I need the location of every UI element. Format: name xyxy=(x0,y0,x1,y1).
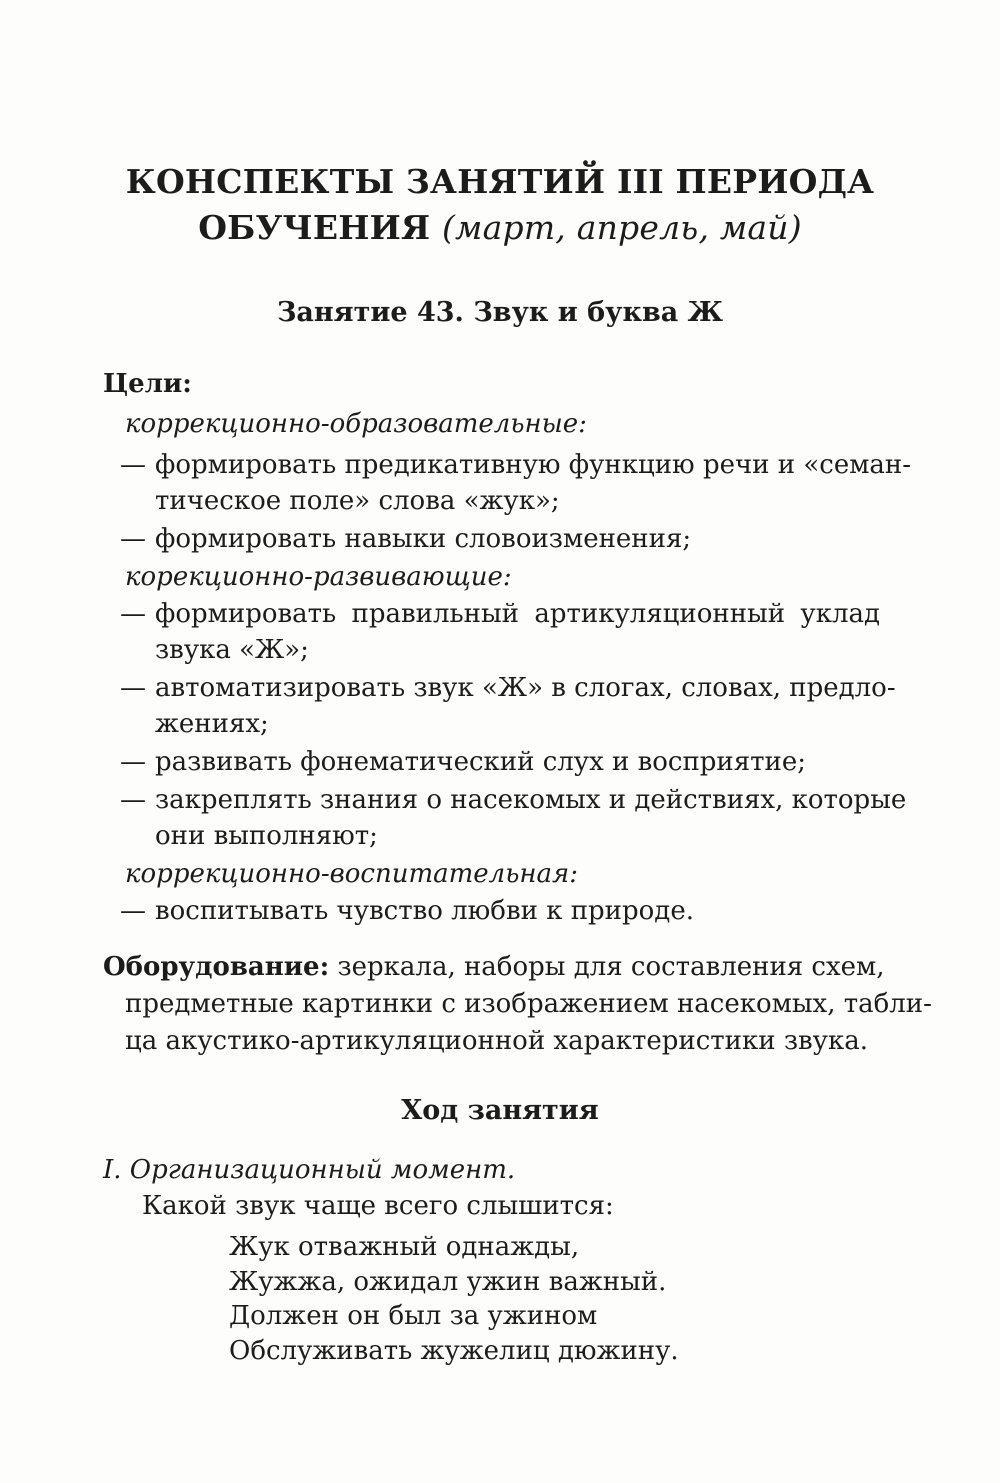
chapter-title-bold: ОБУЧЕНИЯ xyxy=(198,208,431,247)
goal-item-automate-cont: жениях; xyxy=(155,709,269,739)
chapter-title-months: (март, апрель, май) xyxy=(441,208,802,247)
list-dash: — xyxy=(120,450,146,480)
goal-item-phonemic: развивать фонематический слух и восприятие; xyxy=(155,747,807,777)
list-dash: — xyxy=(120,524,146,554)
equipment-label: Оборудование: xyxy=(103,952,330,982)
chapter-title-line1: КОНСПЕКТЫ ЗАНЯТИЙ III ПЕРИОДА xyxy=(125,162,875,201)
list-dash: — xyxy=(120,896,146,926)
goal-item-predicative: формировать предикативную функцию речи и «семан- xyxy=(155,450,912,480)
chapter-title-line2 xyxy=(0,203,1000,253)
goals-category-developmental: корекционно-развивающие: xyxy=(125,562,512,592)
procedure-question: Какой звук чаще всего слышится: xyxy=(142,1191,614,1221)
list-dash: — xyxy=(120,673,146,703)
goal-item-articulation-cont: звука «Ж»; xyxy=(155,635,309,665)
lesson-title: Занятие 43. Звук и буква Ж xyxy=(276,297,724,328)
list-dash: — xyxy=(120,747,146,777)
equipment-line2: предметные картинки с изображением насекомых, табли- xyxy=(125,989,932,1019)
equipment-text: зеркала, наборы для составления схем, xyxy=(337,952,885,982)
list-dash: — xyxy=(120,599,146,629)
goal-item-insects-cont: они выполняют; xyxy=(155,821,378,851)
procedure-step-1: I. Организационный момент. xyxy=(103,1155,516,1185)
goal-item-articulation: формировать правильный артикуляционный уклад xyxy=(155,599,880,629)
goal-item-predicative-cont: тическое поле» слова «жук»; xyxy=(155,486,560,516)
procedure-heading: Ход занятия xyxy=(401,1095,599,1126)
poem-line: Обслуживать жужелиц дюжину. xyxy=(229,1336,679,1366)
goals-category-upbringing: коррекционно-воспитательная: xyxy=(125,859,578,889)
poem-line: Должен он был за ужином xyxy=(229,1301,598,1331)
poem-line: Жук отважный однажды, xyxy=(229,1232,580,1262)
poem-line: Жужжа, ожидал ужин важный. xyxy=(229,1267,667,1297)
goal-item-insects: закреплять знания о насекомых и действиях, которые xyxy=(155,785,907,815)
goals-heading: Цели: xyxy=(103,369,192,399)
equipment-line1 xyxy=(103,950,885,984)
goal-item-nature: воспитывать чувство любви к природе. xyxy=(155,896,694,926)
goals-category-educational: коррекционно-образовательные: xyxy=(125,409,587,439)
goal-item-word-change: формировать навыки словоизменения; xyxy=(155,524,692,554)
list-dash: — xyxy=(120,785,146,815)
equipment-line3: ца акустико-артикуляционной характеристики звука. xyxy=(125,1026,868,1056)
goal-item-automate: автоматизировать звук «Ж» в слогах, словах, предло- xyxy=(155,673,896,703)
